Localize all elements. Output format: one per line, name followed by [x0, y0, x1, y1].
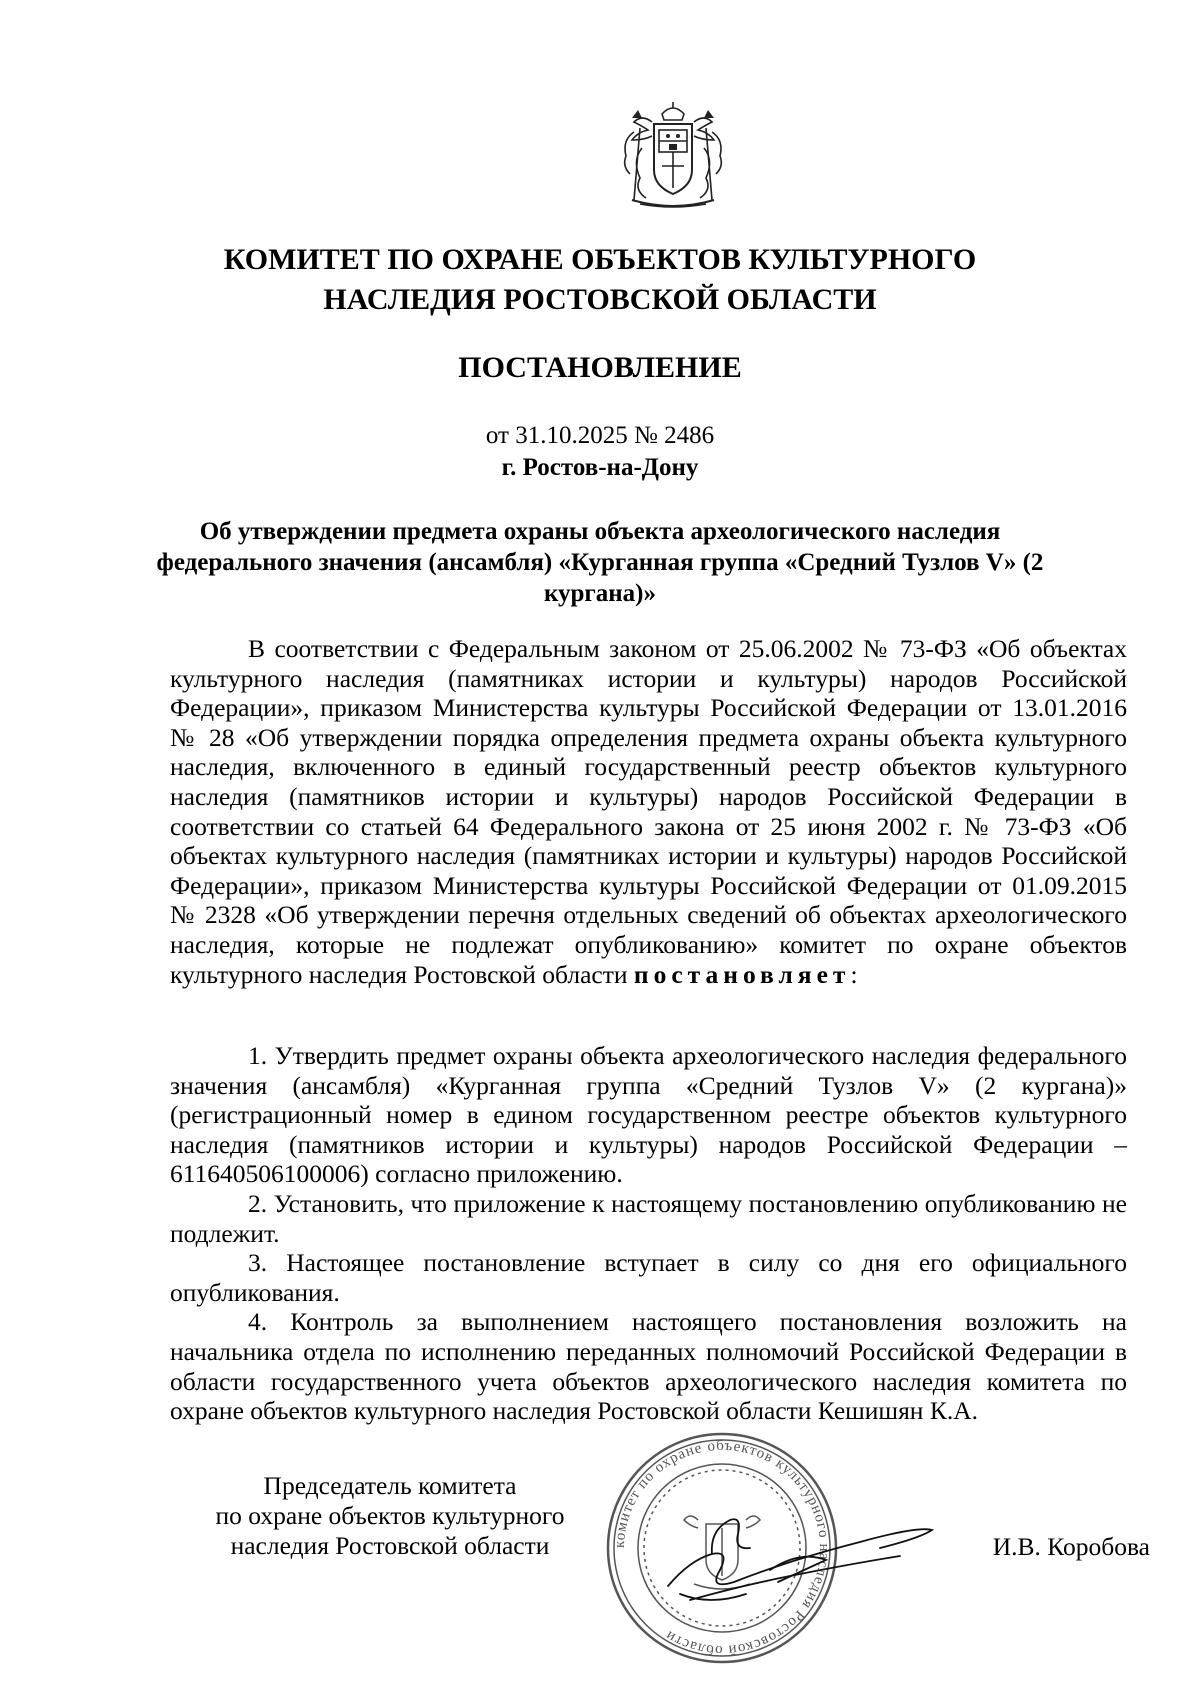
signatory-title-line: наследия Ростовской области	[230, 1531, 550, 1560]
city: г. Ростов-на-Дону	[501, 454, 699, 481]
decree-item: 4. Контроль за выполнением настоящего постановления возложить на начальника отдела по исполнению переданных полномочий Российской Федерации в области государственного учета объектов археологического наследия комитета по охране объектов культурного наследия Ростовской области Кешишян К.А.	[170, 1307, 1127, 1426]
date-number: от 31.10.2025 № 2486	[485, 422, 715, 449]
decree-word: постановляет	[633, 959, 851, 989]
signatory-title-line: Председатель комитета	[263, 1471, 517, 1500]
preamble-paragraph	[170, 634, 1127, 989]
signatory-title-line: по охране объектов культурного	[215, 1501, 565, 1530]
organization-title: КОМИТЕТ ПО ОХРАНЕ ОБЪЕКТОВ КУЛЬТУРНОГО НАСЛЕДИЯ РОСТОВСКОЙ ОБЛАСТИ	[223, 243, 977, 316]
decree-item: 2. Установить, что приложение к настоящему постановлению опубликованию не подлежит.	[170, 1188, 1127, 1248]
decree-item: 1. Утвердить предмет охраны объекта археологического наследия федерального значения (ансамбля) «Курганная группа «Средний Тузлов V» (2 кургана)» (регистрационный номер в едином государственном реестре объектов культурного наследия (памятников истории и культуры) народов Российской Федерации – 611640506100006) согласно приложению.	[170, 1041, 1127, 1189]
document-type: ПОСТАНОВЛЕНИЕ	[458, 351, 742, 384]
decree-items	[170, 1041, 1127, 1426]
preamble-end: :	[850, 959, 858, 989]
decree-item: 3. Настоящее постановление вступает в силу со дня его официального опубликования.	[170, 1248, 1127, 1307]
preamble-text: В соответствии с Федеральным законом от 25.06.2002 № 73-ФЗ «Об объектах культурного наследия (памятниках истории и культуры) народов Российской Федерации», приказом Министерства культуры Российской Федерации от 13.01.2016 № 28 «Об утверждении порядка определения предмета охраны объекта культурного наследия, включенного в единый государственный реестр объектов культурного наследия (памятников истории и культуры) народов Российской Федерации в соответствии со статьей 64 Федерального закона от 25 июня 2002 г. № 73-ФЗ «Об объектах культурного наследия (памятниках истории и культуры) народов Российской Федерации», приказом Министерства культуры Российской Федерации от 01.09.2015 № 2328 «Об утверждении перечня отдельных сведений об объектах археологического наследия, которые не подлежат опубликованию» комитет по охране объектов культурного наследия Ростовской области	[170, 634, 1127, 989]
handwritten-signature	[650, 1490, 940, 1620]
preamble	[170, 634, 1127, 989]
document-subject: Об утверждении предмета охраны объекта археологического наследия федерального значения (ансамбля) «Курганная группа «Средний Тузлов V» (2 кургана)»	[156, 518, 1044, 607]
stamp-ring-text: комитет по охране объектов культурного наследия Ростовской области	[611, 1437, 833, 1659]
coat-of-arms-emblem	[612, 100, 734, 212]
signatory-name: И.В. Коробова	[992, 1532, 1150, 1561]
signatory-title	[180, 1471, 600, 1561]
